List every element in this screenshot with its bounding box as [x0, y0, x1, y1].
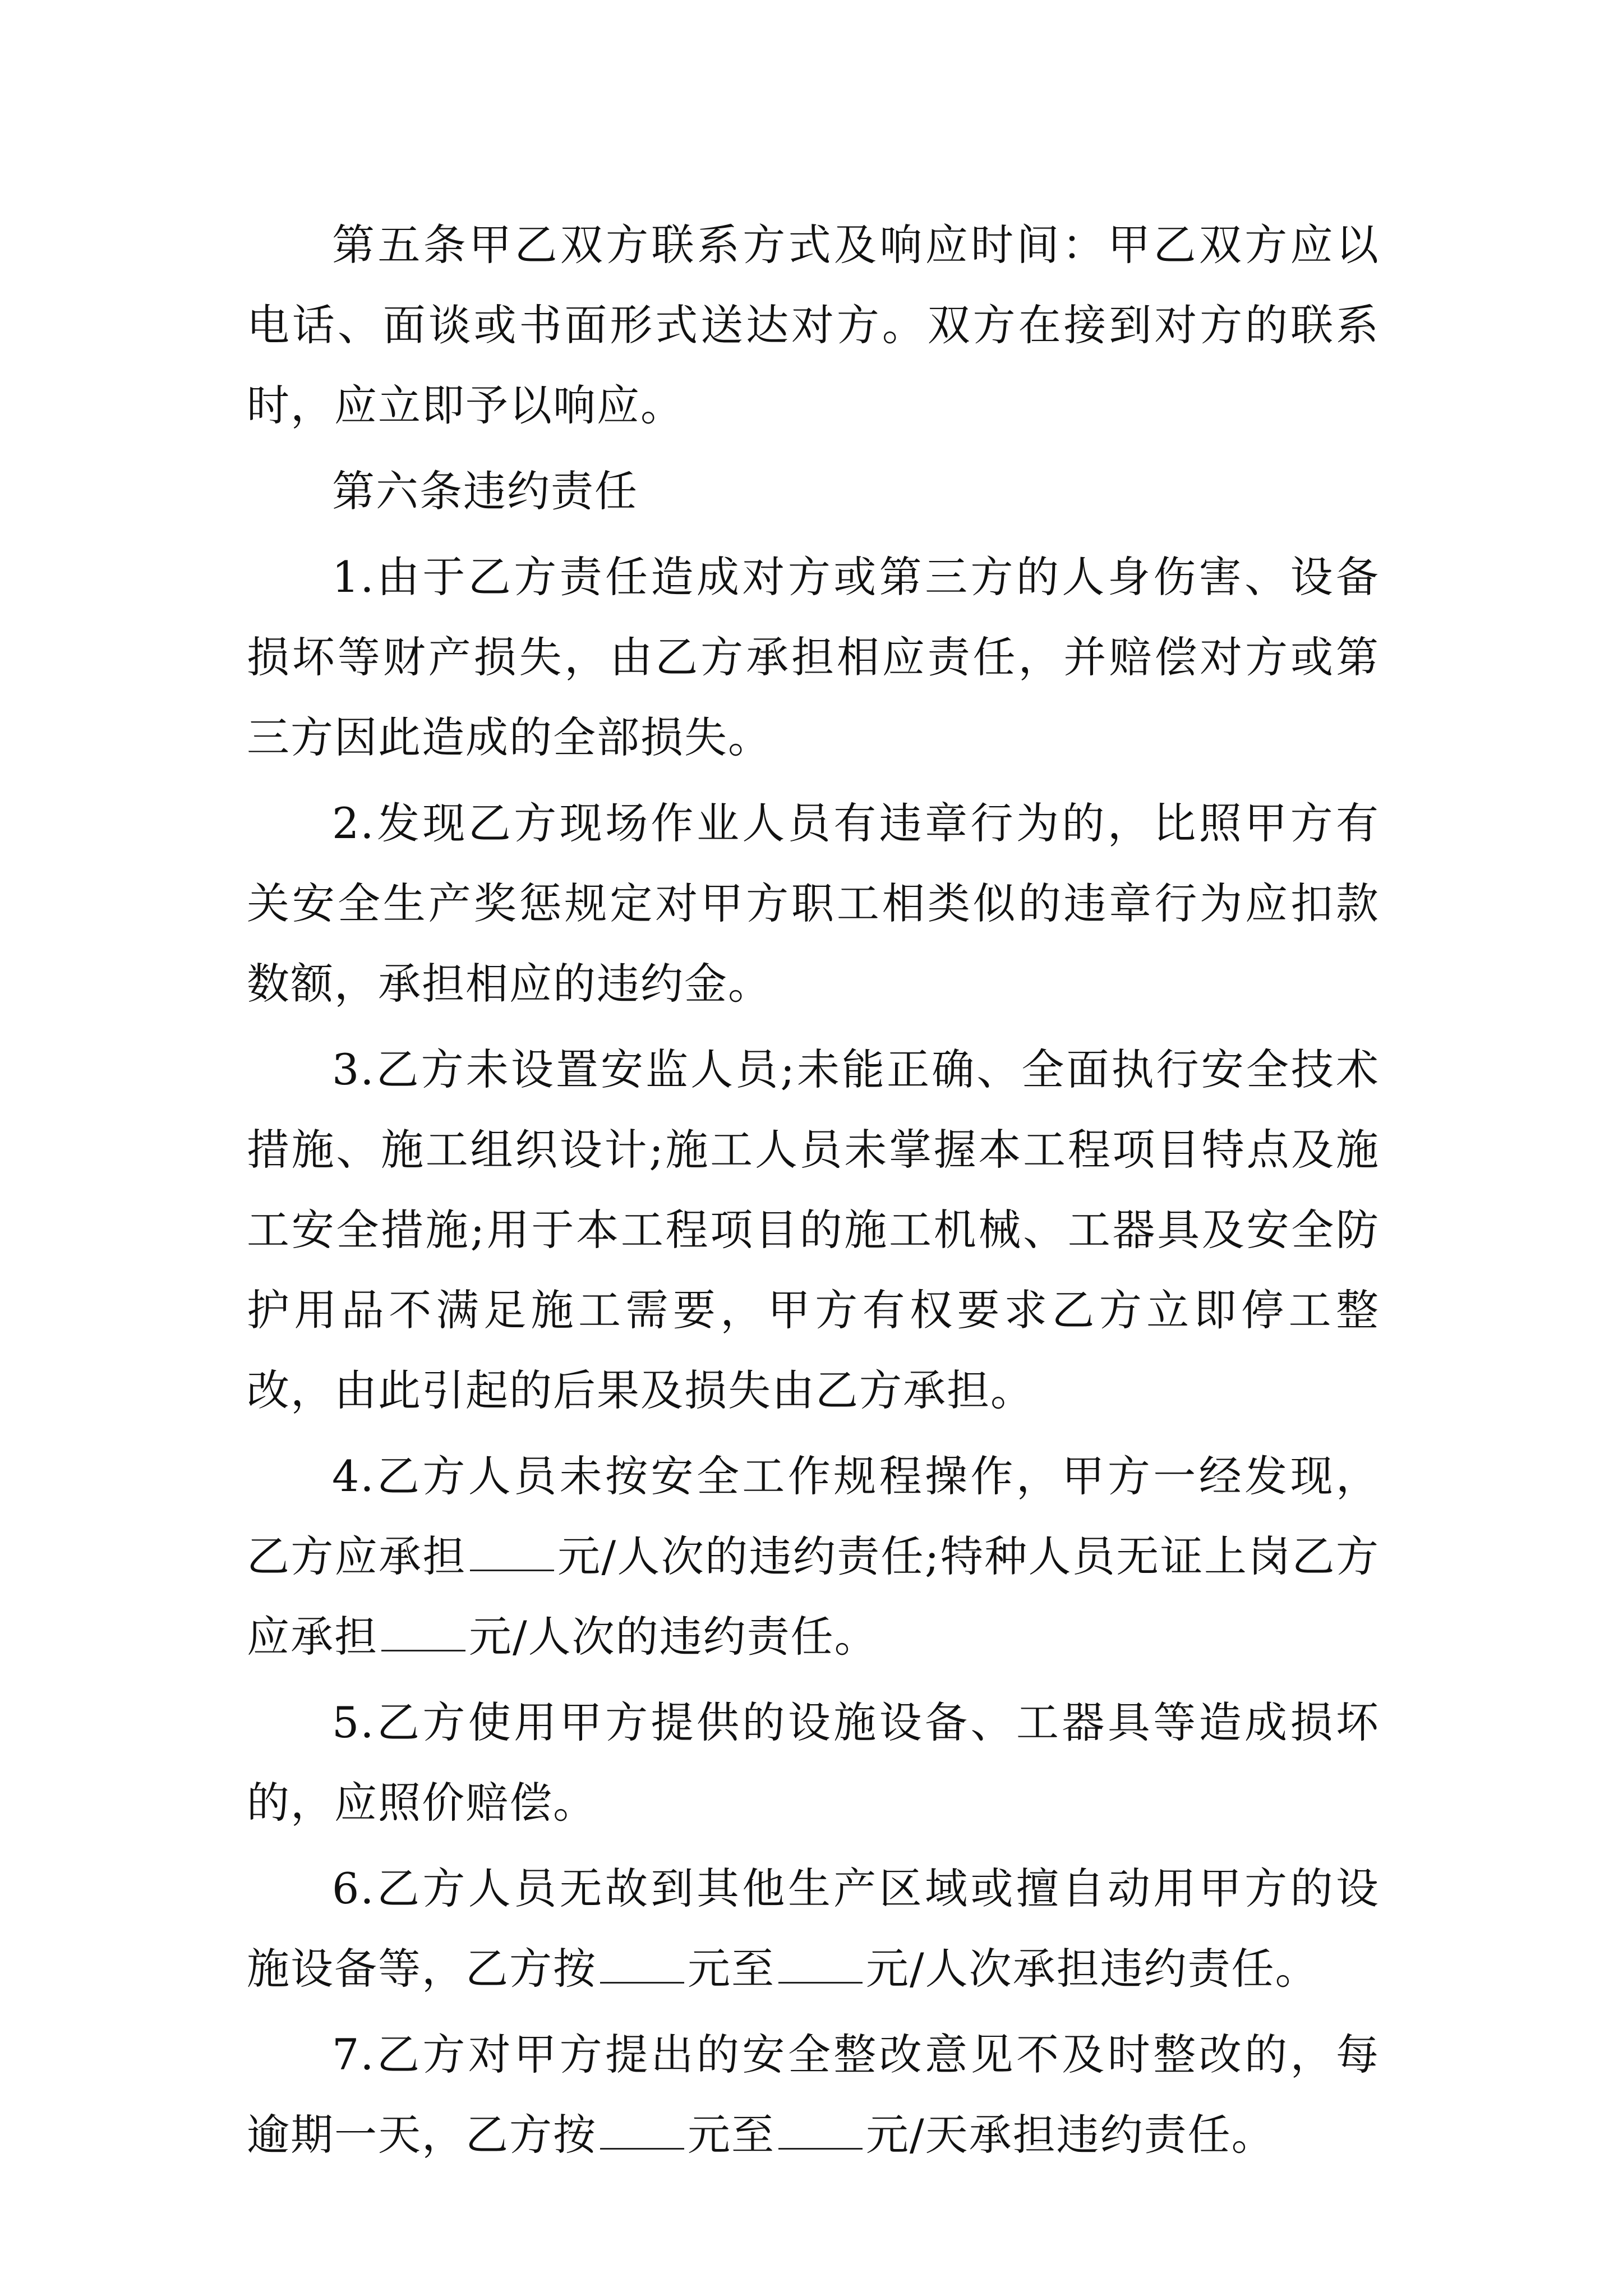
text-segment: 元/人次承担违约责任。 — [866, 1944, 1319, 1994]
clause-2-paragraph — [247, 783, 1380, 1024]
blank-fill-line — [778, 1948, 863, 1984]
text-segment: 元/天承担违约责任。 — [866, 2110, 1275, 2160]
blank-fill-line — [600, 2114, 684, 2150]
blank-fill-line — [600, 1948, 684, 1984]
clause-4-paragraph — [247, 1436, 1380, 1677]
clause-7-paragraph — [247, 2014, 1380, 2175]
text-segment: 7.乙方对甲方提出的安全整改意见不及时整改的，每逾期一天，乙方按 — [247, 2030, 1380, 2160]
clause-5-paragraph — [247, 1682, 1380, 1843]
article-6-heading — [247, 451, 1380, 531]
text-segment: 元/人次的违约责任;特种人员无证上岗乙方应承担 — [247, 1531, 1380, 1662]
clause-6-paragraph — [247, 1848, 1380, 2009]
text-segment: 1.由于乙方责任造成对方或第三方的人身伤害、设备损坏等财产损失，由乙方承担相应责任，并赔偿对方或第三方因此造成的全部损失。 — [247, 552, 1380, 762]
text-segment: 2.发现乙方现场作业人员有违章行为的，比照甲方有关安全生产奖惩规定对甲方职工相类似的违章行为应扣款数额，承担相应的违约金。 — [247, 798, 1380, 1009]
text-segment: 4.乙方人员未按安全工作规程操作，甲方一经发现，乙方应承担 — [247, 1451, 1380, 1581]
text-segment: 5.乙方使用甲方提供的设施设备、工器具等造成损坏的，应照价赔偿。 — [247, 1697, 1380, 1828]
article-5-paragraph — [247, 205, 1380, 445]
blank-fill-line — [381, 1616, 465, 1651]
blank-fill-line — [470, 1536, 554, 1571]
text-segment: 第五条甲乙双方联系方式及响应时间：甲乙双方应以电话、面谈或书面形式送达对方。双方在接到对方的联系时，应立即予以响应。 — [247, 220, 1380, 430]
document-page — [247, 205, 1380, 2180]
text-segment: 第六条违约责任 — [332, 466, 638, 516]
text-segment: 3.乙方未设置安监人员;未能正确、全面执行安全技术措施、施工组织设计;施工人员未掌握本工程项目特点及施工安全措施;用于本工程项目的施工机械、工器具及安全防护用品不满足施工需要，甲方有权要求乙方立即停工整改，由此引起的后果及损失由乙方承担。 — [247, 1045, 1380, 1415]
clause-3-paragraph — [247, 1029, 1380, 1430]
text-segment: 元至 — [688, 2110, 775, 2160]
text-segment: 6.乙方人员无故到其他生产区域或擅自动用甲方的设施设备等，乙方按 — [247, 1864, 1380, 1994]
clause-1-paragraph — [247, 537, 1380, 777]
blank-fill-line — [778, 2114, 863, 2150]
text-segment: 元至 — [688, 1944, 775, 1994]
text-segment: 元/人次的违约责任。 — [469, 1612, 878, 1662]
